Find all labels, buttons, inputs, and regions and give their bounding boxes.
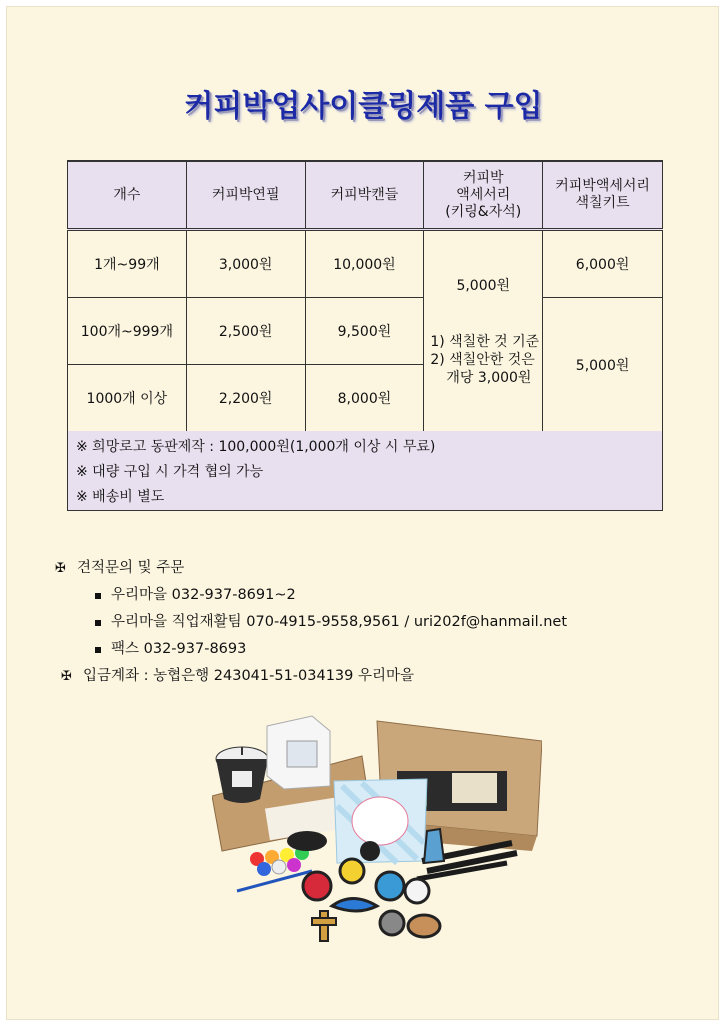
paint-pots xyxy=(237,846,312,891)
row-qty: 100개~999개 xyxy=(68,298,187,365)
contact-section xyxy=(55,555,675,690)
header-kit-line-2: 색칠키트 xyxy=(575,195,630,211)
header-kit xyxy=(543,161,663,230)
accessory-note-3: 개당 3,000원 xyxy=(446,370,532,386)
header-accessory-line-3: (키링&자석) xyxy=(445,203,522,220)
row-candle-price: 9,500원 xyxy=(305,298,424,365)
accessory-price: 5,000원 xyxy=(456,278,511,294)
kit-box xyxy=(334,779,427,863)
contact-fax: 팩스 032-937-8693 xyxy=(111,641,247,657)
header-qty: 개수 xyxy=(68,161,187,230)
note-bulk-price: ※ 대량 구입 시 가격 협의 가능 xyxy=(76,464,264,480)
contact-heading-row xyxy=(55,555,675,582)
account-row xyxy=(55,663,675,690)
page-title: 커피박업사이클링제품 구입 xyxy=(184,89,543,124)
header-accessory-line-1: 커피박 xyxy=(462,169,504,186)
row-pencil-price: 2,200원 xyxy=(186,365,305,432)
contact-phone-row xyxy=(55,582,675,609)
cross-bullet-icon: ✠ xyxy=(61,669,72,684)
note-shipping: ※ 배송비 별도 xyxy=(76,489,165,505)
table-row xyxy=(68,298,663,365)
contact-heading: 견적문의 및 주문 xyxy=(77,560,185,576)
contact-phone: 우리마을 032-937-8691~2 xyxy=(111,587,296,603)
candle-box xyxy=(267,716,330,789)
row-qty: 1개~99개 xyxy=(68,230,187,298)
header-accessory xyxy=(424,161,543,230)
square-bullet-icon xyxy=(95,593,101,599)
product-photo xyxy=(212,711,542,951)
candle xyxy=(216,747,268,803)
header-pencil: 커피박연필 xyxy=(186,161,305,230)
table-row xyxy=(68,230,663,298)
header-kit-line-1: 커피박액세서리 xyxy=(555,178,650,194)
row-pencil-price: 2,500원 xyxy=(186,298,305,365)
accessory-price-cell xyxy=(424,230,543,432)
square-bullet-icon xyxy=(95,647,101,653)
row-candle-price: 10,000원 xyxy=(305,230,424,298)
header-candle: 커피박캔들 xyxy=(305,161,424,230)
contact-team-row xyxy=(55,609,675,636)
accessory-note-2: 2) 색칠안한 것은 xyxy=(430,352,535,368)
header-accessory-line-2: 액세서리 xyxy=(456,186,511,203)
bank-account: 입금계좌 : 농협은행 243041-51-034139 우리마을 xyxy=(83,668,415,684)
kit-price-1: 6,000원 xyxy=(543,230,663,298)
accessory-note-1: 1) 색칠한 것 기준 xyxy=(430,334,540,350)
square-bullet-icon xyxy=(95,620,101,626)
table-header-row xyxy=(68,161,663,230)
price-table xyxy=(67,160,663,432)
page xyxy=(6,6,719,1020)
row-candle-price: 8,000원 xyxy=(305,365,424,432)
note-logo-plate: ※ 희망로고 동판제작 : 100,000원(1,000개 이상 시 무료) xyxy=(76,439,436,455)
notes-box xyxy=(67,431,663,511)
row-pencil-price: 3,000원 xyxy=(186,230,305,298)
kit-price-2: 5,000원 xyxy=(543,298,663,432)
contact-team: 우리마을 직업재활팀 070-4915-9558,9561 / uri202f@hanmail.net xyxy=(111,614,568,630)
cross-bullet-icon: ✠ xyxy=(55,561,66,576)
row-qty: 1000개 이상 xyxy=(68,365,187,432)
contact-fax-row xyxy=(55,636,675,663)
